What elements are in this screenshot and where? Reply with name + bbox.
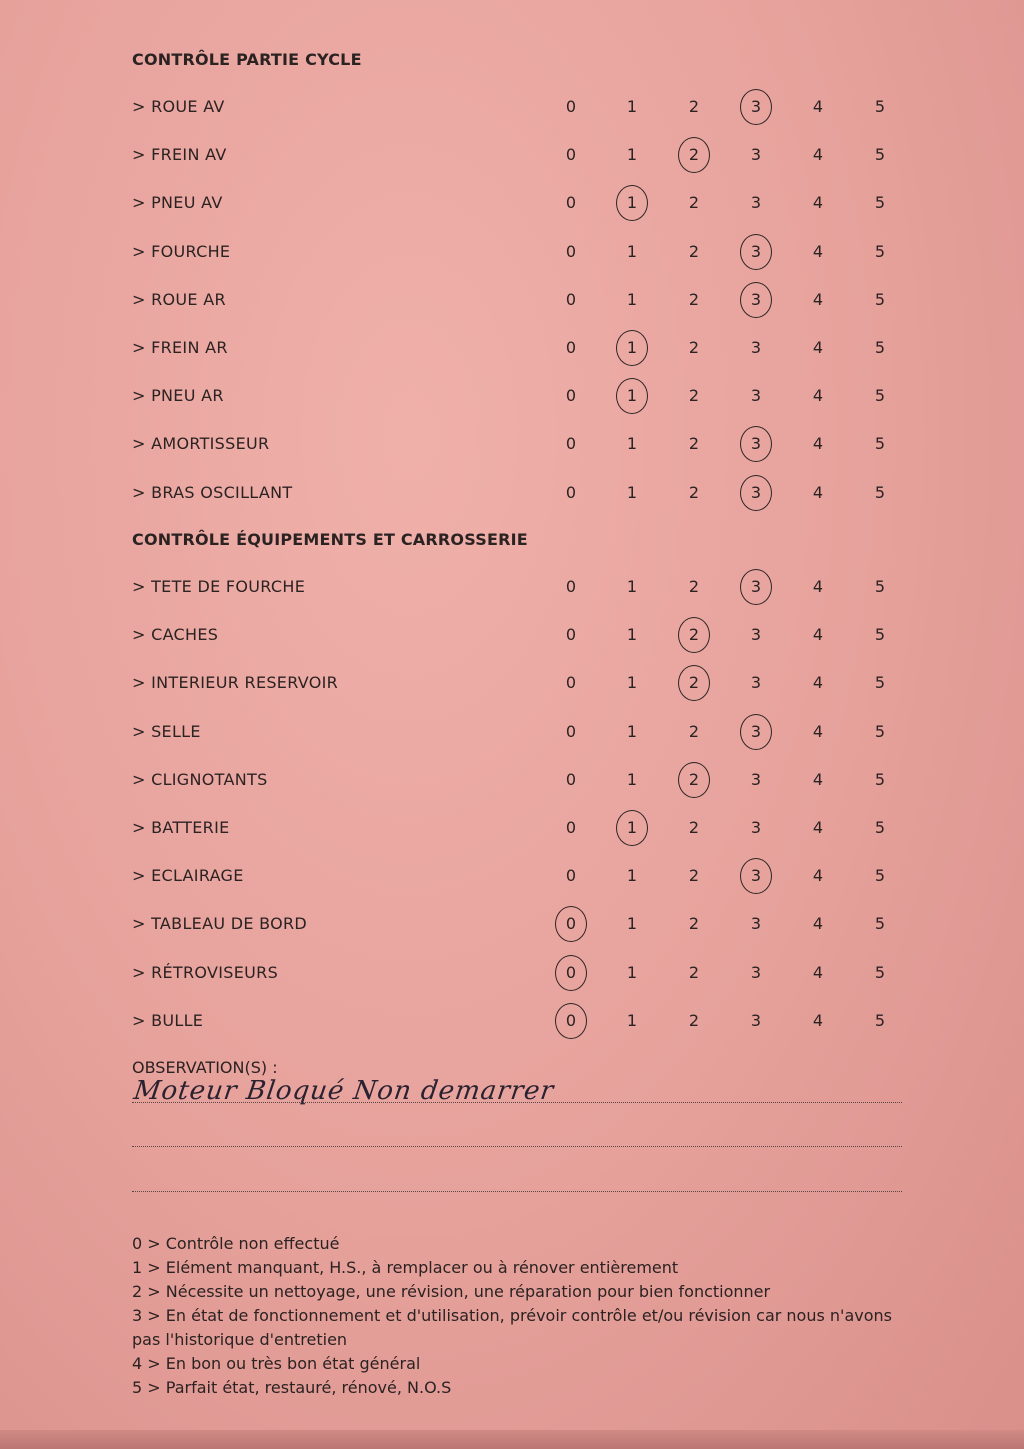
row-label: > AMORTISSEUR xyxy=(132,434,270,454)
score-option[interactable]: 3 xyxy=(750,962,762,982)
inspection-row xyxy=(0,573,1024,603)
row-label: > BULLE xyxy=(132,1010,204,1030)
row-label: > BATTERIE xyxy=(132,818,230,837)
score-option[interactable]: 1 xyxy=(626,866,638,886)
score-option[interactable]: 1 xyxy=(626,673,638,693)
score-option[interactable]: 0 xyxy=(565,338,577,357)
score-option[interactable]: 5 xyxy=(874,914,886,934)
inspection-row xyxy=(0,766,1024,796)
score-option[interactable]: 2 xyxy=(688,1010,700,1030)
score-option[interactable]: 2 xyxy=(688,962,700,982)
score-option[interactable]: 5 xyxy=(874,769,886,789)
score-option[interactable]: 5 xyxy=(874,625,886,645)
score-option[interactable]: 5 xyxy=(874,241,886,261)
row-label: > FREIN AV xyxy=(132,145,227,165)
inspection-row xyxy=(0,93,1024,123)
score-option[interactable]: 4 xyxy=(812,818,824,837)
inspection-row xyxy=(0,238,1024,268)
score-option[interactable]: 2 xyxy=(688,338,700,357)
score-option[interactable]: 2 xyxy=(688,289,700,309)
score-option[interactable]: 3 xyxy=(750,721,762,741)
score-option[interactable]: 2 xyxy=(688,818,700,837)
score-option[interactable]: 5 xyxy=(874,1010,886,1030)
inspection-row xyxy=(0,189,1024,219)
row-label: > CLIGNOTANTS xyxy=(132,769,268,789)
score-option[interactable]: 1 xyxy=(626,818,638,837)
score-option[interactable]: 0 xyxy=(565,818,577,837)
score-option[interactable]: 1 xyxy=(626,482,638,502)
score-option[interactable]: 0 xyxy=(565,769,577,789)
score-option[interactable]: 5 xyxy=(874,386,886,406)
row-label: > TABLEAU DE BORD xyxy=(132,914,308,934)
legend-item: 0 > Contrôle non effectué xyxy=(132,1234,340,1253)
inspection-row xyxy=(0,286,1024,316)
score-option[interactable]: 3 xyxy=(750,193,762,213)
score-option[interactable]: 4 xyxy=(812,289,824,309)
score-option[interactable]: 1 xyxy=(626,962,638,982)
row-label: > PNEU AR xyxy=(132,386,224,406)
score-option[interactable]: 0 xyxy=(565,289,577,309)
score-option[interactable]: 1 xyxy=(626,193,638,213)
observation-line-2 xyxy=(132,1146,902,1147)
score-option[interactable]: 4 xyxy=(812,193,824,213)
score-option[interactable]: 5 xyxy=(874,193,886,213)
legend-item: 4 > En bon ou très bon état général xyxy=(132,1354,421,1373)
score-option[interactable]: 3 xyxy=(750,1010,762,1030)
score-option[interactable]: 4 xyxy=(812,145,824,165)
score-option[interactable]: 4 xyxy=(812,769,824,789)
row-label: > BRAS OSCILLANT xyxy=(132,482,293,502)
score-option[interactable]: 3 xyxy=(750,386,762,406)
score-option[interactable]: 1 xyxy=(626,625,638,645)
inspection-row xyxy=(0,479,1024,509)
score-option[interactable]: 0 xyxy=(565,866,577,886)
score-option[interactable]: 1 xyxy=(626,769,638,789)
score-option[interactable]: 3 xyxy=(750,145,762,165)
row-label: > SELLE xyxy=(132,721,201,741)
score-option[interactable]: 5 xyxy=(874,721,886,741)
score-option[interactable]: 2 xyxy=(688,97,700,116)
score-option[interactable]: 2 xyxy=(688,866,700,886)
row-label: > RÉTROVISEURS xyxy=(132,962,279,982)
score-option[interactable]: 4 xyxy=(812,338,824,357)
inspection-row xyxy=(0,430,1024,460)
score-option[interactable]: 3 xyxy=(750,289,762,309)
score-option[interactable]: 4 xyxy=(812,962,824,982)
score-option[interactable]: 0 xyxy=(565,625,577,645)
score-option[interactable]: 2 xyxy=(688,241,700,261)
row-label: > ROUE AV xyxy=(132,97,225,116)
legend-item: 3 > En état de fonctionnement et d'utilisation, prévoir contrôle et/ou révision car nous n'avons pas l'historique d'entretien xyxy=(132,1306,898,1349)
score-option[interactable]: 3 xyxy=(750,338,762,357)
score-option[interactable]: 4 xyxy=(812,241,824,261)
score-option[interactable]: 5 xyxy=(874,577,886,596)
legend-item: 2 > Nécessite un nettoyage, une révision, une réparation pour bien fonctionner xyxy=(132,1282,771,1301)
score-option[interactable]: 1 xyxy=(626,241,638,261)
score-option[interactable]: 2 xyxy=(688,434,700,454)
score-option[interactable]: 4 xyxy=(812,721,824,741)
score-option[interactable]: 5 xyxy=(874,289,886,309)
row-label: > TETE DE FOURCHE xyxy=(132,577,306,596)
score-option[interactable]: 3 xyxy=(750,241,762,261)
score-option[interactable]: 3 xyxy=(750,625,762,645)
score-option[interactable]: 5 xyxy=(874,482,886,502)
score-option[interactable]: 0 xyxy=(565,145,577,165)
inspection-row xyxy=(0,862,1024,892)
score-option[interactable]: 4 xyxy=(812,577,824,596)
score-option[interactable]: 0 xyxy=(565,97,577,116)
score-option[interactable]: 2 xyxy=(688,673,700,693)
row-label: > FOURCHE xyxy=(132,241,231,261)
row-label: > PNEU AV xyxy=(132,193,223,213)
observations-label: OBSERVATION(S) : xyxy=(132,1058,278,1077)
score-option[interactable]: 1 xyxy=(626,386,638,406)
observation-line-3 xyxy=(132,1191,902,1192)
score-option[interactable]: 4 xyxy=(812,386,824,406)
inspection-row xyxy=(0,141,1024,171)
inspection-row xyxy=(0,910,1024,940)
score-option[interactable]: 5 xyxy=(874,818,886,837)
score-option[interactable]: 1 xyxy=(626,338,638,357)
score-option[interactable]: 4 xyxy=(812,914,824,934)
row-label: > ECLAIRAGE xyxy=(132,866,244,886)
score-option[interactable]: 3 xyxy=(750,914,762,934)
legend-item: 1 > Elément manquant, H.S., à remplacer ou à rénover entièrement xyxy=(132,1258,679,1277)
score-option[interactable]: 1 xyxy=(626,289,638,309)
legend-item: 5 > Parfait état, restauré, rénové, N.O.S xyxy=(132,1378,452,1397)
inspection-row xyxy=(0,621,1024,651)
score-option[interactable]: 2 xyxy=(688,625,700,645)
score-option[interactable]: 5 xyxy=(874,145,886,165)
row-label: > FREIN AR xyxy=(132,338,228,357)
score-option[interactable]: 5 xyxy=(874,338,886,357)
score-option[interactable]: 3 xyxy=(750,818,762,837)
row-label: > INTERIEUR RESERVOIR xyxy=(132,673,339,693)
score-option[interactable]: 0 xyxy=(565,386,577,406)
score-option[interactable]: 1 xyxy=(626,434,638,454)
inspection-row xyxy=(0,718,1024,748)
score-option[interactable]: 0 xyxy=(565,193,577,213)
score-option[interactable]: 2 xyxy=(688,577,700,596)
score-option[interactable]: 1 xyxy=(626,577,638,596)
score-option[interactable]: 5 xyxy=(874,962,886,982)
score-option[interactable]: 5 xyxy=(874,97,886,116)
score-option[interactable]: 4 xyxy=(812,625,824,645)
score-option[interactable]: 0 xyxy=(565,482,577,502)
score-option[interactable]: 0 xyxy=(565,1010,577,1030)
score-option[interactable]: 2 xyxy=(688,914,700,934)
score-option[interactable]: 1 xyxy=(626,1010,638,1030)
score-option[interactable]: 4 xyxy=(812,97,824,116)
score-option[interactable]: 3 xyxy=(750,866,762,886)
inspection-row xyxy=(0,959,1024,989)
score-option[interactable]: 5 xyxy=(874,866,886,886)
score-option[interactable]: 2 xyxy=(688,769,700,789)
inspection-row xyxy=(0,382,1024,412)
score-option[interactable]: 3 xyxy=(750,577,762,596)
score-option[interactable]: 1 xyxy=(626,914,638,934)
score-option[interactable]: 3 xyxy=(750,97,762,116)
observation-line-1 xyxy=(132,1102,902,1103)
score-option[interactable]: 5 xyxy=(874,434,886,454)
inspection-row xyxy=(0,334,1024,364)
score-option[interactable]: 2 xyxy=(688,145,700,165)
inspection-row xyxy=(0,1007,1024,1037)
section-title-equipment: CONTRÔLE ÉQUIPEMENTS ET CARROSSERIE xyxy=(132,530,528,549)
score-option[interactable]: 1 xyxy=(626,145,638,165)
score-option[interactable]: 1 xyxy=(626,97,638,116)
observations-handwritten: Moteur Bloqué Non demarrer xyxy=(131,1076,557,1106)
score-option[interactable]: 3 xyxy=(750,434,762,454)
score-option[interactable]: 2 xyxy=(688,721,700,741)
score-option[interactable]: 2 xyxy=(688,386,700,406)
row-label: > ROUE AR xyxy=(132,289,226,309)
score-option[interactable]: 4 xyxy=(812,482,824,502)
score-option[interactable]: 3 xyxy=(750,482,762,502)
score-option[interactable]: 4 xyxy=(812,1010,824,1030)
inspection-row xyxy=(0,669,1024,699)
score-option[interactable]: 0 xyxy=(565,434,577,454)
score-option[interactable]: 0 xyxy=(565,577,577,596)
score-option[interactable]: 3 xyxy=(750,673,762,693)
inspection-row xyxy=(0,814,1024,844)
score-option[interactable]: 2 xyxy=(688,193,700,213)
score-option[interactable]: 0 xyxy=(565,721,577,741)
score-option[interactable]: 0 xyxy=(565,241,577,261)
legend xyxy=(132,1232,902,1400)
score-option[interactable]: 1 xyxy=(626,721,638,741)
score-option[interactable]: 3 xyxy=(750,769,762,789)
section-title-cycle: CONTRÔLE PARTIE CYCLE xyxy=(132,50,362,69)
row-label: > CACHES xyxy=(132,625,219,645)
score-option[interactable]: 2 xyxy=(688,482,700,502)
score-option[interactable]: 5 xyxy=(874,673,886,693)
page-edge-shadow xyxy=(0,1430,1024,1449)
score-option[interactable]: 0 xyxy=(565,673,577,693)
score-option[interactable]: 4 xyxy=(812,673,824,693)
score-option[interactable]: 0 xyxy=(565,962,577,982)
score-option[interactable]: 4 xyxy=(812,434,824,454)
score-option[interactable]: 4 xyxy=(812,866,824,886)
score-option[interactable]: 0 xyxy=(565,914,577,934)
